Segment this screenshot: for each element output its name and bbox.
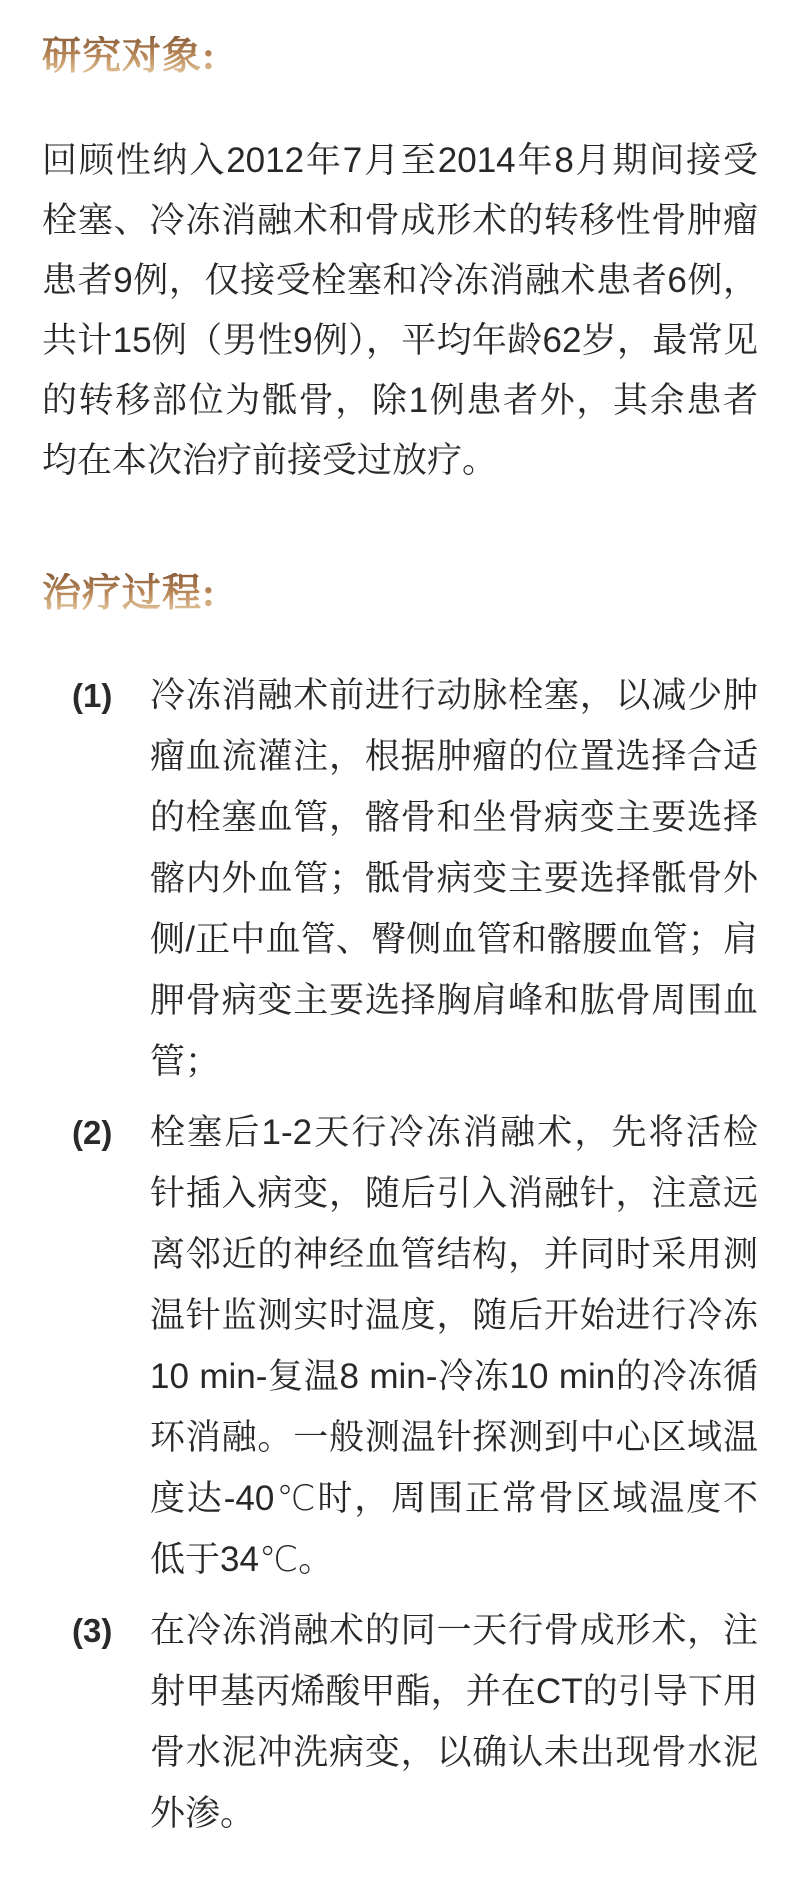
treatment-step-2 [72, 1102, 758, 1590]
step-1-text: 冷冻消融术前进行动脉栓塞，以减少肿瘤血流灌注，根据肿瘤的位置选择合适的栓塞血管，髂骨和坐骨病变主要选择髂内外血管；骶骨病变主要选择骶骨外侧/正中血管、臀侧血管和髂腰血管；肩胛骨病变主要选择胸肩峰和肱骨周围血管； [150, 676, 758, 1081]
research-subjects-paragraph: 回顾性纳入2012年7月至2014年8月期间接受栓塞、冷冻消融术和骨成形术的转移性骨肿瘤患者9例，仅接受栓塞和冷冻消融术患者6例，共计15例（男性9例），平均年龄62岁，最常见的转移部位为骶骨，除1例患者外，其余患者均在本次治疗前接受过放疗。 [42, 141, 758, 480]
treatment-step-1 [72, 665, 758, 1092]
section-research-subjects [42, 36, 758, 491]
treatment-step-3 [72, 1600, 758, 1844]
treatment-process-heading: 治疗过程: [42, 572, 216, 615]
step-2-text: 栓塞后1-2天行冷冻消融术，先将活检针插入病变，随后引入消融针，注意远离邻近的神经血管结构，并同时采用测温针监测实时温度，随后开始进行冷冻10 min-复温8 min-冷冻10 min的冷冻循环消融。一般测温针探测到中心区域温度达-40℃时，周围正常骨区域温度不低于34℃。 [150, 1113, 758, 1579]
research-subjects-heading: 研究对象: [42, 35, 216, 78]
section-treatment-process [42, 573, 758, 1844]
step-1-marker: (1) [72, 677, 113, 714]
treatment-steps-list [42, 665, 758, 1844]
step-3-text: 在冷冻消融术的同一天行骨成形术，注射甲基丙烯酸甲酯，并在CT的引导下用骨水泥冲洗病变，以确认未出现骨水泥外渗。 [150, 1611, 758, 1833]
step-3-marker: (3) [72, 1612, 113, 1649]
step-2-marker: (2) [72, 1114, 113, 1151]
